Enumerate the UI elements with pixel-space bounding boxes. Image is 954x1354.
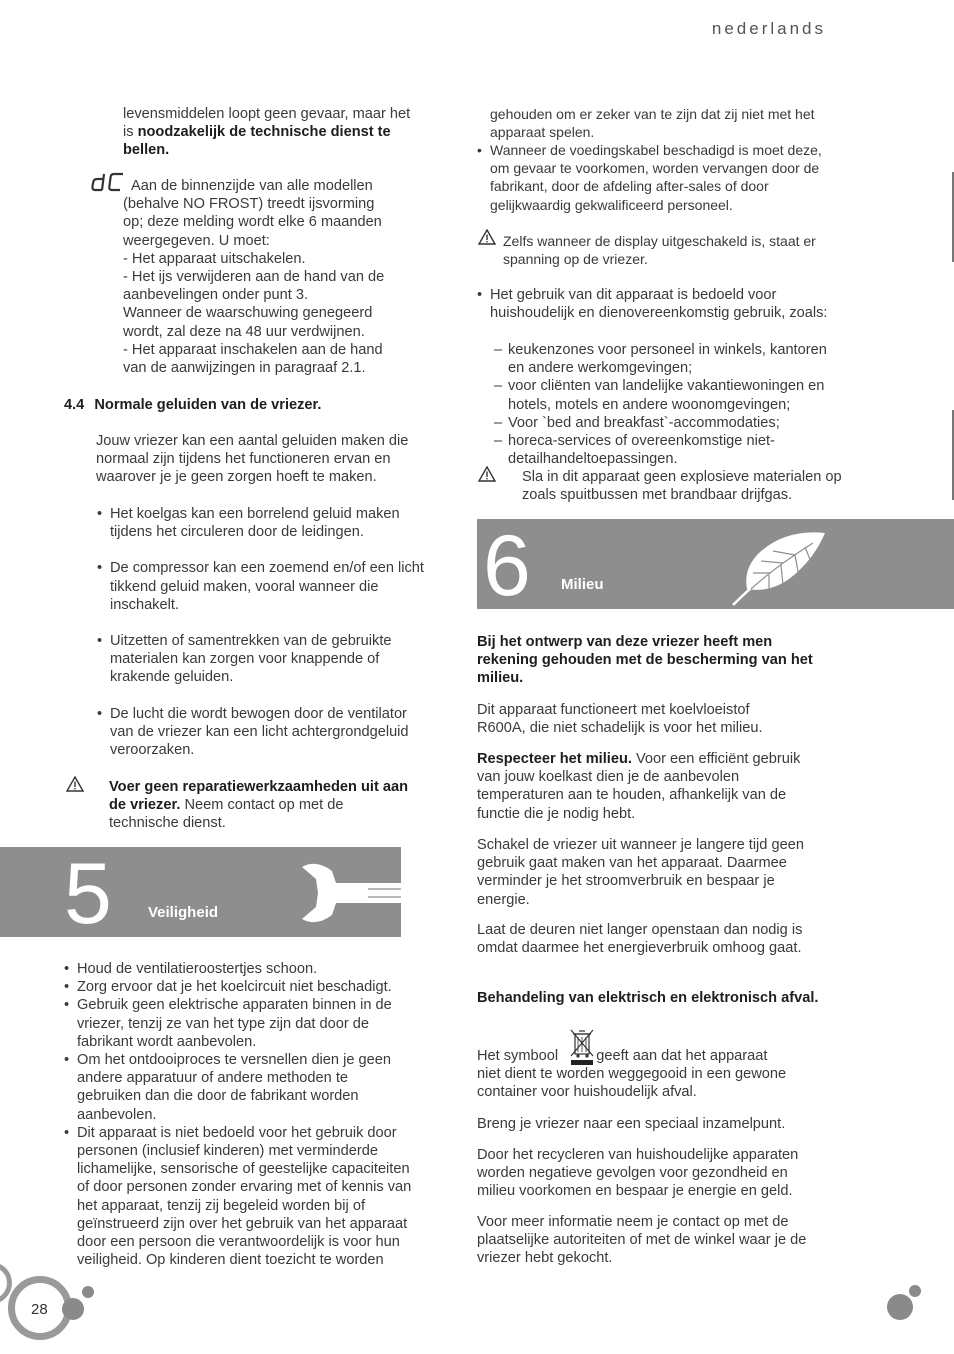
banner-number: 5 bbox=[64, 847, 112, 937]
usage-sublist bbox=[494, 341, 844, 468]
cable-list bbox=[477, 141, 837, 214]
section-banner-environment bbox=[477, 519, 954, 609]
dc-line: op; deze melding wordt elke 6 maanden bbox=[123, 214, 382, 231]
dc-line: Aan de binnenzijde van alle modellen bbox=[131, 178, 373, 194]
dc-explanation bbox=[123, 177, 423, 377]
list-item: • Om het ontdooiproces te versnellen dien je geen andere apparatuur of andere methoden te gebruiken dan die door de fabrikant worden aanbevolen. bbox=[64, 1051, 416, 1124]
respect-bold: Respecteer het milieu. bbox=[477, 751, 632, 767]
weee-heading bbox=[477, 989, 822, 1007]
repair-warning bbox=[109, 778, 409, 833]
dc-line: aanbevelingen onder punt 3. bbox=[123, 287, 309, 304]
list-item: • Wanneer de voedingskabel beschadigd is moet deze, om gevaar te voorkomen, worden vervangen door de fabrikant, door de afdeling after-sales of door gelijkwaardig gekwalificeerd personeel. bbox=[477, 141, 837, 214]
display-warning: Zelfs wanneer de display uitgeschakeld is, staat er spanning op de vriezer. bbox=[503, 233, 816, 268]
decor-dot bbox=[909, 1285, 921, 1297]
list-item: – Voor `bed and breakfast`-accommodaties; bbox=[494, 414, 844, 432]
dc-line: wordt, zal deze na 48 uur verdwijnen. bbox=[123, 323, 365, 340]
crossed-bin-icon bbox=[568, 1028, 596, 1066]
env-intro bbox=[477, 633, 827, 688]
banner-title: Veiligheid bbox=[148, 904, 219, 921]
safety-list bbox=[64, 960, 416, 1269]
bring-text: Breng je vriezer naar een speciaal inzamelpunt. bbox=[477, 1116, 786, 1132]
symbol-rest: niet dient te worden weggegooid in een gewone container voor huishoudelijk afval. bbox=[477, 1066, 787, 1101]
list-item: • Het koelgas kan een borrelend geluid maken tijdens het circuleren door de leidingen. bbox=[97, 505, 427, 541]
intro-paragraph bbox=[123, 105, 423, 160]
weee-heading-bold: Behandeling van elektrisch en elektronisch afval. bbox=[477, 990, 819, 1006]
dc-line: - Het apparaat uitschakelen. bbox=[123, 250, 306, 267]
leaf-icon bbox=[725, 527, 827, 607]
intro-bold: noodzakelijk de technische dienst te bellen. bbox=[123, 124, 391, 159]
list-item: • De compressor kan een zoemend en/of een licht tikkend geluid maken, vooral wanneer die inschakelt. bbox=[97, 559, 427, 614]
continued-text: gehouden om er zeker van te zijn dat zij niet met het apparaat spelen. bbox=[490, 106, 815, 141]
decor-dot bbox=[82, 1286, 94, 1298]
dc-display-icon bbox=[90, 172, 126, 194]
dc-line: - Het apparaat inschakelen aan de hand bbox=[123, 341, 383, 358]
wrench-icon bbox=[296, 861, 401, 925]
section-number: 4.4 bbox=[64, 397, 85, 413]
section-banner-safety bbox=[0, 847, 401, 937]
list-item: – keukenzones voor personeel in winkels, kantoren en andere werkomgevingen; bbox=[494, 341, 844, 377]
env-intro-bold: Bij het ontwerp van deze vriezer heeft men rekening gehouden met de bescherming van het milieu. bbox=[477, 634, 813, 687]
banner-number: 6 bbox=[483, 519, 531, 609]
list-item: • Houd de ventilatieroostertjes schoon. bbox=[64, 960, 416, 978]
dc-line: (behalve NO FROST) treedt ijsvorming bbox=[123, 196, 375, 213]
decor-dot bbox=[887, 1294, 913, 1320]
doors-text: Laat de deuren niet langer openstaan dan nodig is omdat daarmee het energieverbruik omhoog gaat. bbox=[477, 922, 803, 957]
section-title: Normale geluiden van de vriezer. bbox=[94, 397, 322, 413]
list-item: – horeca-services of overeenkomstige niet-detailhandeltoepassingen. bbox=[494, 432, 844, 468]
dc-line: van de aanwijzingen in paragraaf 2.1. bbox=[123, 360, 366, 377]
sounds-list bbox=[97, 505, 427, 759]
switch-off-text: Schakel de vriezer uit wanneer je langere tijd geen gebruik gaat maken van het apparaat. Daarmee verminder je het stroomverbruik en bespaar je energie. bbox=[477, 837, 804, 908]
respect-rest: Voor een efficiënt gebruik van jouw koelkast dien je de aanbevolen temperaturen aan te houden, afhankelijk van de functie die je nodig hebt. bbox=[477, 751, 801, 822]
list-item: • De lucht die wordt bewogen door de ventilator van de vriezer kan een licht achtergrondgeluid veroorzaken. bbox=[97, 705, 427, 760]
list-item: • Zorg ervoor dat je het koelcircuit niet beschadigt. bbox=[64, 978, 416, 996]
dc-line: Wanneer de waarschuwing genegeerd bbox=[123, 305, 373, 322]
list-item: • Dit apparaat is niet bedoeld voor het gebruik door personen (inclusief kinderen) met verminderde lichamelijke, sensorische of geestelijke capaciteiten of door personen zonder ervaring met of kennis van het apparaat, tenzij zij begeleid worden bij of geïnstrueerd zijn over het gebruik van het apparaat door een persoon die verantwoordelijk is voor hun veiligheid. Op kinderen dient toezicht te worden bbox=[64, 1124, 416, 1270]
dc-line: weergegeven. U moet: bbox=[123, 232, 270, 249]
symbol-text bbox=[477, 1047, 827, 1102]
dc-line: - Het ijs verwijderen aan de hand van de bbox=[123, 269, 385, 286]
usage-list bbox=[477, 286, 842, 322]
refrigerant-text: Dit apparaat functioneert met koelvloeistof R600A, die niet schadelijk is voor het milieu. bbox=[477, 702, 763, 737]
recycle-text: Door het recycleren van huishoudelijke apparaten worden negatieve gevolgen voor gezondheid en milieu voorkomen en bespaar je energie en geld. bbox=[477, 1147, 799, 1200]
intro-text: levensmiddelen loopt geen gevaar, maar het is bbox=[123, 106, 411, 141]
repair-warning-text: Neem contact op met de technische dienst. bbox=[109, 797, 344, 832]
banner-title: Milieu bbox=[561, 576, 604, 593]
warning-icon bbox=[478, 466, 496, 482]
language-label: nederlands bbox=[711, 19, 826, 38]
section-heading bbox=[64, 396, 424, 414]
list-item: • Het gebruik van dit apparaat is bedoeld voor huishoudelijk en dienovereenkomstig gebruik, zoals: bbox=[477, 286, 842, 322]
list-item: – voor cliënten van landelijke vakantiewoningen en hotels, motels en andere woonomgevingen; bbox=[494, 377, 844, 413]
symbol-pre: Het symbool bbox=[477, 1048, 559, 1064]
section-intro: Jouw vriezer kan een aantal geluiden maken die normaal zijn tijdens het functioneren ervan en waarover je je geen zorgen hoeft te maken. bbox=[96, 433, 409, 486]
list-item: • Uitzetten of samentrekken van de gebruikte materialen kan zorgen voor knappende of krakende geluiden. bbox=[97, 632, 427, 687]
respect-text bbox=[477, 750, 827, 823]
list-item: • Gebruik geen elektrische apparaten binnen in de vriezer, tenzij ze van het type zijn dat door de fabrikant wordt aanbevolen. bbox=[64, 996, 416, 1051]
symbol-post: geeft aan dat het apparaat bbox=[596, 1048, 768, 1064]
page-number: 28 bbox=[31, 1301, 48, 1318]
repair-warning-bold: Voer geen reparatiewerkzaamheden uit aan de vriezer. bbox=[109, 779, 409, 814]
more-info-text: Voor meer informatie neem je contact op met de plaatselijke autoriteiten of met de winkel waar je de vriezer hebt gekocht. bbox=[477, 1214, 807, 1267]
warning-icon bbox=[478, 229, 496, 245]
warning-icon bbox=[66, 776, 84, 792]
explosive-warning: Sla in dit apparaat geen explosieve materialen op zoals spuitbussen met brandbaar drijfgas. bbox=[522, 469, 842, 504]
decor-dot bbox=[62, 1298, 84, 1320]
